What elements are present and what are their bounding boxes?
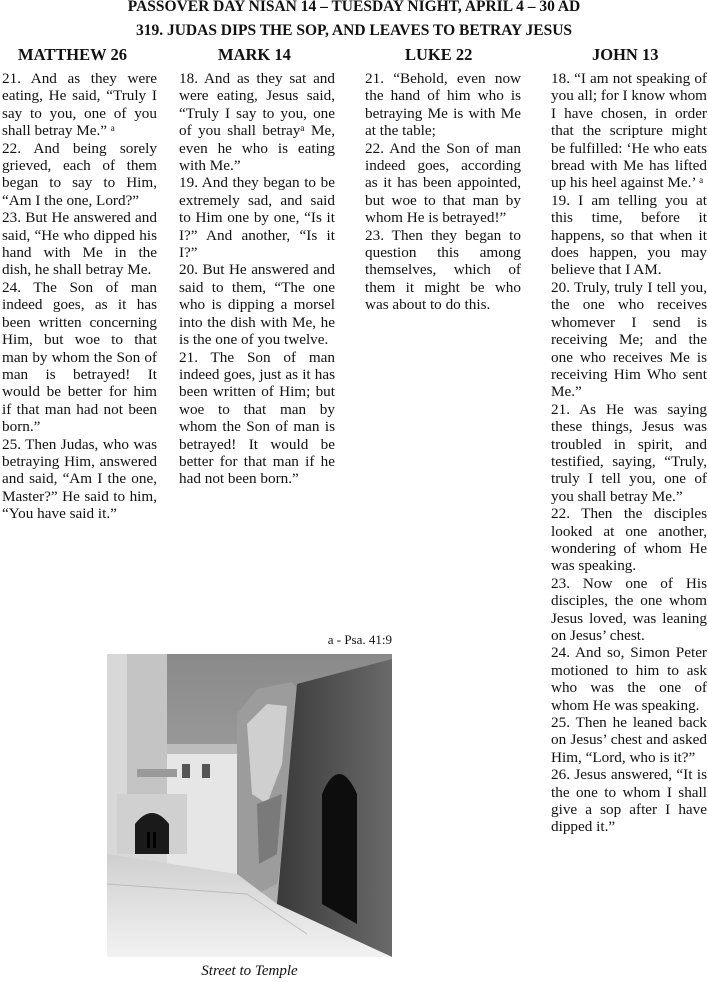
verse: 19. And they began to be extremely sad, and said to Him one by one, “Is it I?” And another, “Is it I?” [179, 174, 335, 262]
verse: 23. Then they began to question this among themselves, which of them it might be who was about to do this. [365, 226, 521, 314]
verse: 18. And as they sat and were eating, Jesus said, “Truly I say to you, one of you shall betrayᵃ Me, even he who is eating with Me.” [179, 70, 335, 175]
column-title-matthew: MATTHEW 26 [18, 45, 127, 64]
verse: 22. Then the disciples looked at one another, wondering of whom He was speaking. [551, 505, 707, 575]
verse: 22. And being sorely grieved, each of them began to say to Him, “Am I the one, Lord?” [2, 139, 157, 209]
verse: 20. Truly, truly I tell you, the one who receives whomever I send is receiving Me; and the one who receives Me is receiving Him Who sent Me.” [551, 278, 707, 401]
footnote: a - Psa. 41:9 [327, 632, 392, 647]
verse: 25. Then he leaned back on Jesus’ chest and asked Him, “Lord, who is it?” [551, 714, 707, 766]
column-mark [179, 70, 335, 488]
verse: 18. “I am not speaking of you all; for I know whom I have chosen, in order that the scripture might be fulfilled: ‘He who eats bread with Me has lifted up his heel against Me.’ ᵃ [551, 70, 707, 192]
verse: 19. I am telling you at this time, before it happens, so that when it does happen, you may believe that I AM. [551, 191, 707, 279]
verse: 21. The Son of man indeed goes, just as it has been written of Him; but woe to that man by whom the Son of man is betrayed! It would be better for that man if he had not been born.” [179, 348, 335, 488]
verse: 21. As He was saying these things, Jesus was troubled in spirit, and testified, saying, “Truly, truly I tell you, one of you shall betray Me.” [551, 400, 707, 505]
verse: 23. But He answered and said, “He who dipped his hand with Me in the dish, he shall betray Me. [2, 209, 157, 279]
column-title-luke: LUKE 22 [405, 45, 473, 64]
street-photo [107, 654, 392, 957]
verse: 20. But He answered and said to them, “The one who is dipping a morsel into the dish with Me, he is the one of you twelve. [179, 261, 335, 349]
verse: 22. And the Son of man indeed goes, according as it has been appointed, but woe to that man by whom He is betrayed!” [365, 139, 521, 227]
verse: 25. Then Judas, who was betraying Him, answered and said, “Am I the one, Master?” He said to him, “You have said it.” [2, 435, 157, 523]
verse: 26. Jesus answered, “It is the one to whom I shall give a sop after I have dipped it.” [551, 766, 707, 836]
column-luke [365, 70, 521, 314]
verse: 24. The Son of man indeed goes, as it has been written concerning Him, but woe to that man by whom the Son of man is betrayed! It would be better for him if that man had not been born.” [2, 278, 157, 436]
page-title: PASSOVER DAY NISAN 14 – TUESDAY NIGHT, APRIL 4 – 30 AD [127, 0, 581, 15]
column-title-mark: MARK 14 [218, 45, 291, 64]
verse: 21. “Behold, even now the hand of him who is betraying Me is with Me at the table; [365, 70, 521, 140]
column-title-john: JOHN 13 [592, 45, 659, 64]
photo-caption: Street to Temple [201, 963, 298, 979]
column-john [551, 70, 707, 836]
verse: 21. And as they were eating, He said, “Truly I say to you, one of you shall betray Me.” ᵃ [2, 70, 157, 140]
column-matthew [2, 70, 157, 523]
verse: 24. And so, Simon Peter motioned to him to ask who was the one of whom He was speaking. [551, 644, 707, 714]
verse: 23. Now one of His disciples, the one whom Jesus loved, was leaning on Jesus’ chest. [551, 574, 707, 644]
section-title: 319. JUDAS DIPS THE SOP, AND LEAVES TO BETRAY JESUS [135, 22, 573, 39]
